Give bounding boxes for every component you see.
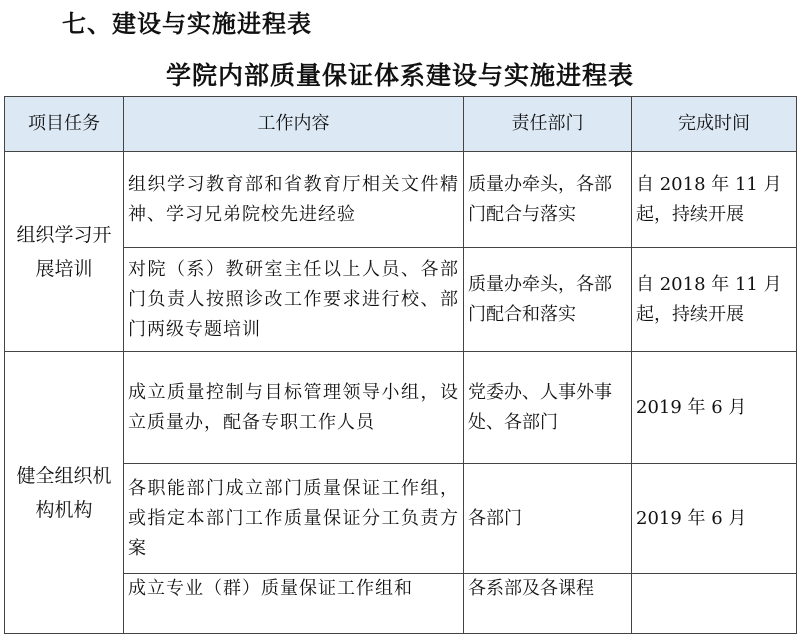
content-cell: 组织学习教育部和省教育厅相关文件精神、学习兄弟院校先进经验 — [124, 152, 464, 248]
content-cell: 成立专业（群）质量保证工作组和 — [124, 574, 464, 634]
table-row — [5, 152, 797, 248]
table-header-row — [5, 97, 797, 152]
dept-cell: 各部门 — [464, 464, 632, 574]
content-cell: 成立质量控制与目标管理领导小组，设立质量办，配备专职工作人员 — [124, 352, 464, 464]
time-cell: 自 2018 年 11 月起，持续开展 — [632, 152, 797, 248]
content-cell: 各职能部门成立部门质量保证工作组，或指定本部门工作质量保证分工负责方案 — [124, 464, 464, 574]
section-heading: 七、建设与实施进程表 — [62, 10, 312, 38]
time-cell: 自 2018 年 11 月起，持续开展 — [632, 248, 797, 352]
progress-table — [4, 96, 797, 634]
column-header-dept: 责任部门 — [464, 97, 632, 152]
dept-cell: 质量办牵头，各部门配合与落实 — [464, 152, 632, 248]
time-cell: 2019 年 6 月 — [632, 464, 797, 574]
dept-cell: 各系部及各课程 — [464, 574, 632, 634]
column-header-time: 完成时间 — [632, 97, 797, 152]
content-cell: 对院（系）教研室主任以上人员、各部门负责人按照诊改工作要求进行校、部门两级专题培训 — [124, 248, 464, 352]
table-row — [5, 574, 797, 634]
column-header-task: 项目任务 — [5, 97, 124, 152]
column-header-content: 工作内容 — [124, 97, 464, 152]
table-row — [5, 464, 797, 574]
table-row — [5, 248, 797, 352]
task-cell-organization: 健全组织机构机构 — [5, 352, 124, 634]
task-cell-training: 组织学习开展培训 — [5, 152, 124, 352]
time-cell: 2019 年 6 月 — [632, 352, 797, 464]
time-cell — [632, 574, 797, 634]
dept-cell: 党委办、人事外事处、各部门 — [464, 352, 632, 464]
table-title: 学院内部质量保证体系建设与实施进程表 — [165, 61, 634, 90]
table-row — [5, 352, 797, 464]
dept-cell: 质量办牵头，各部门配合和落实 — [464, 248, 632, 352]
